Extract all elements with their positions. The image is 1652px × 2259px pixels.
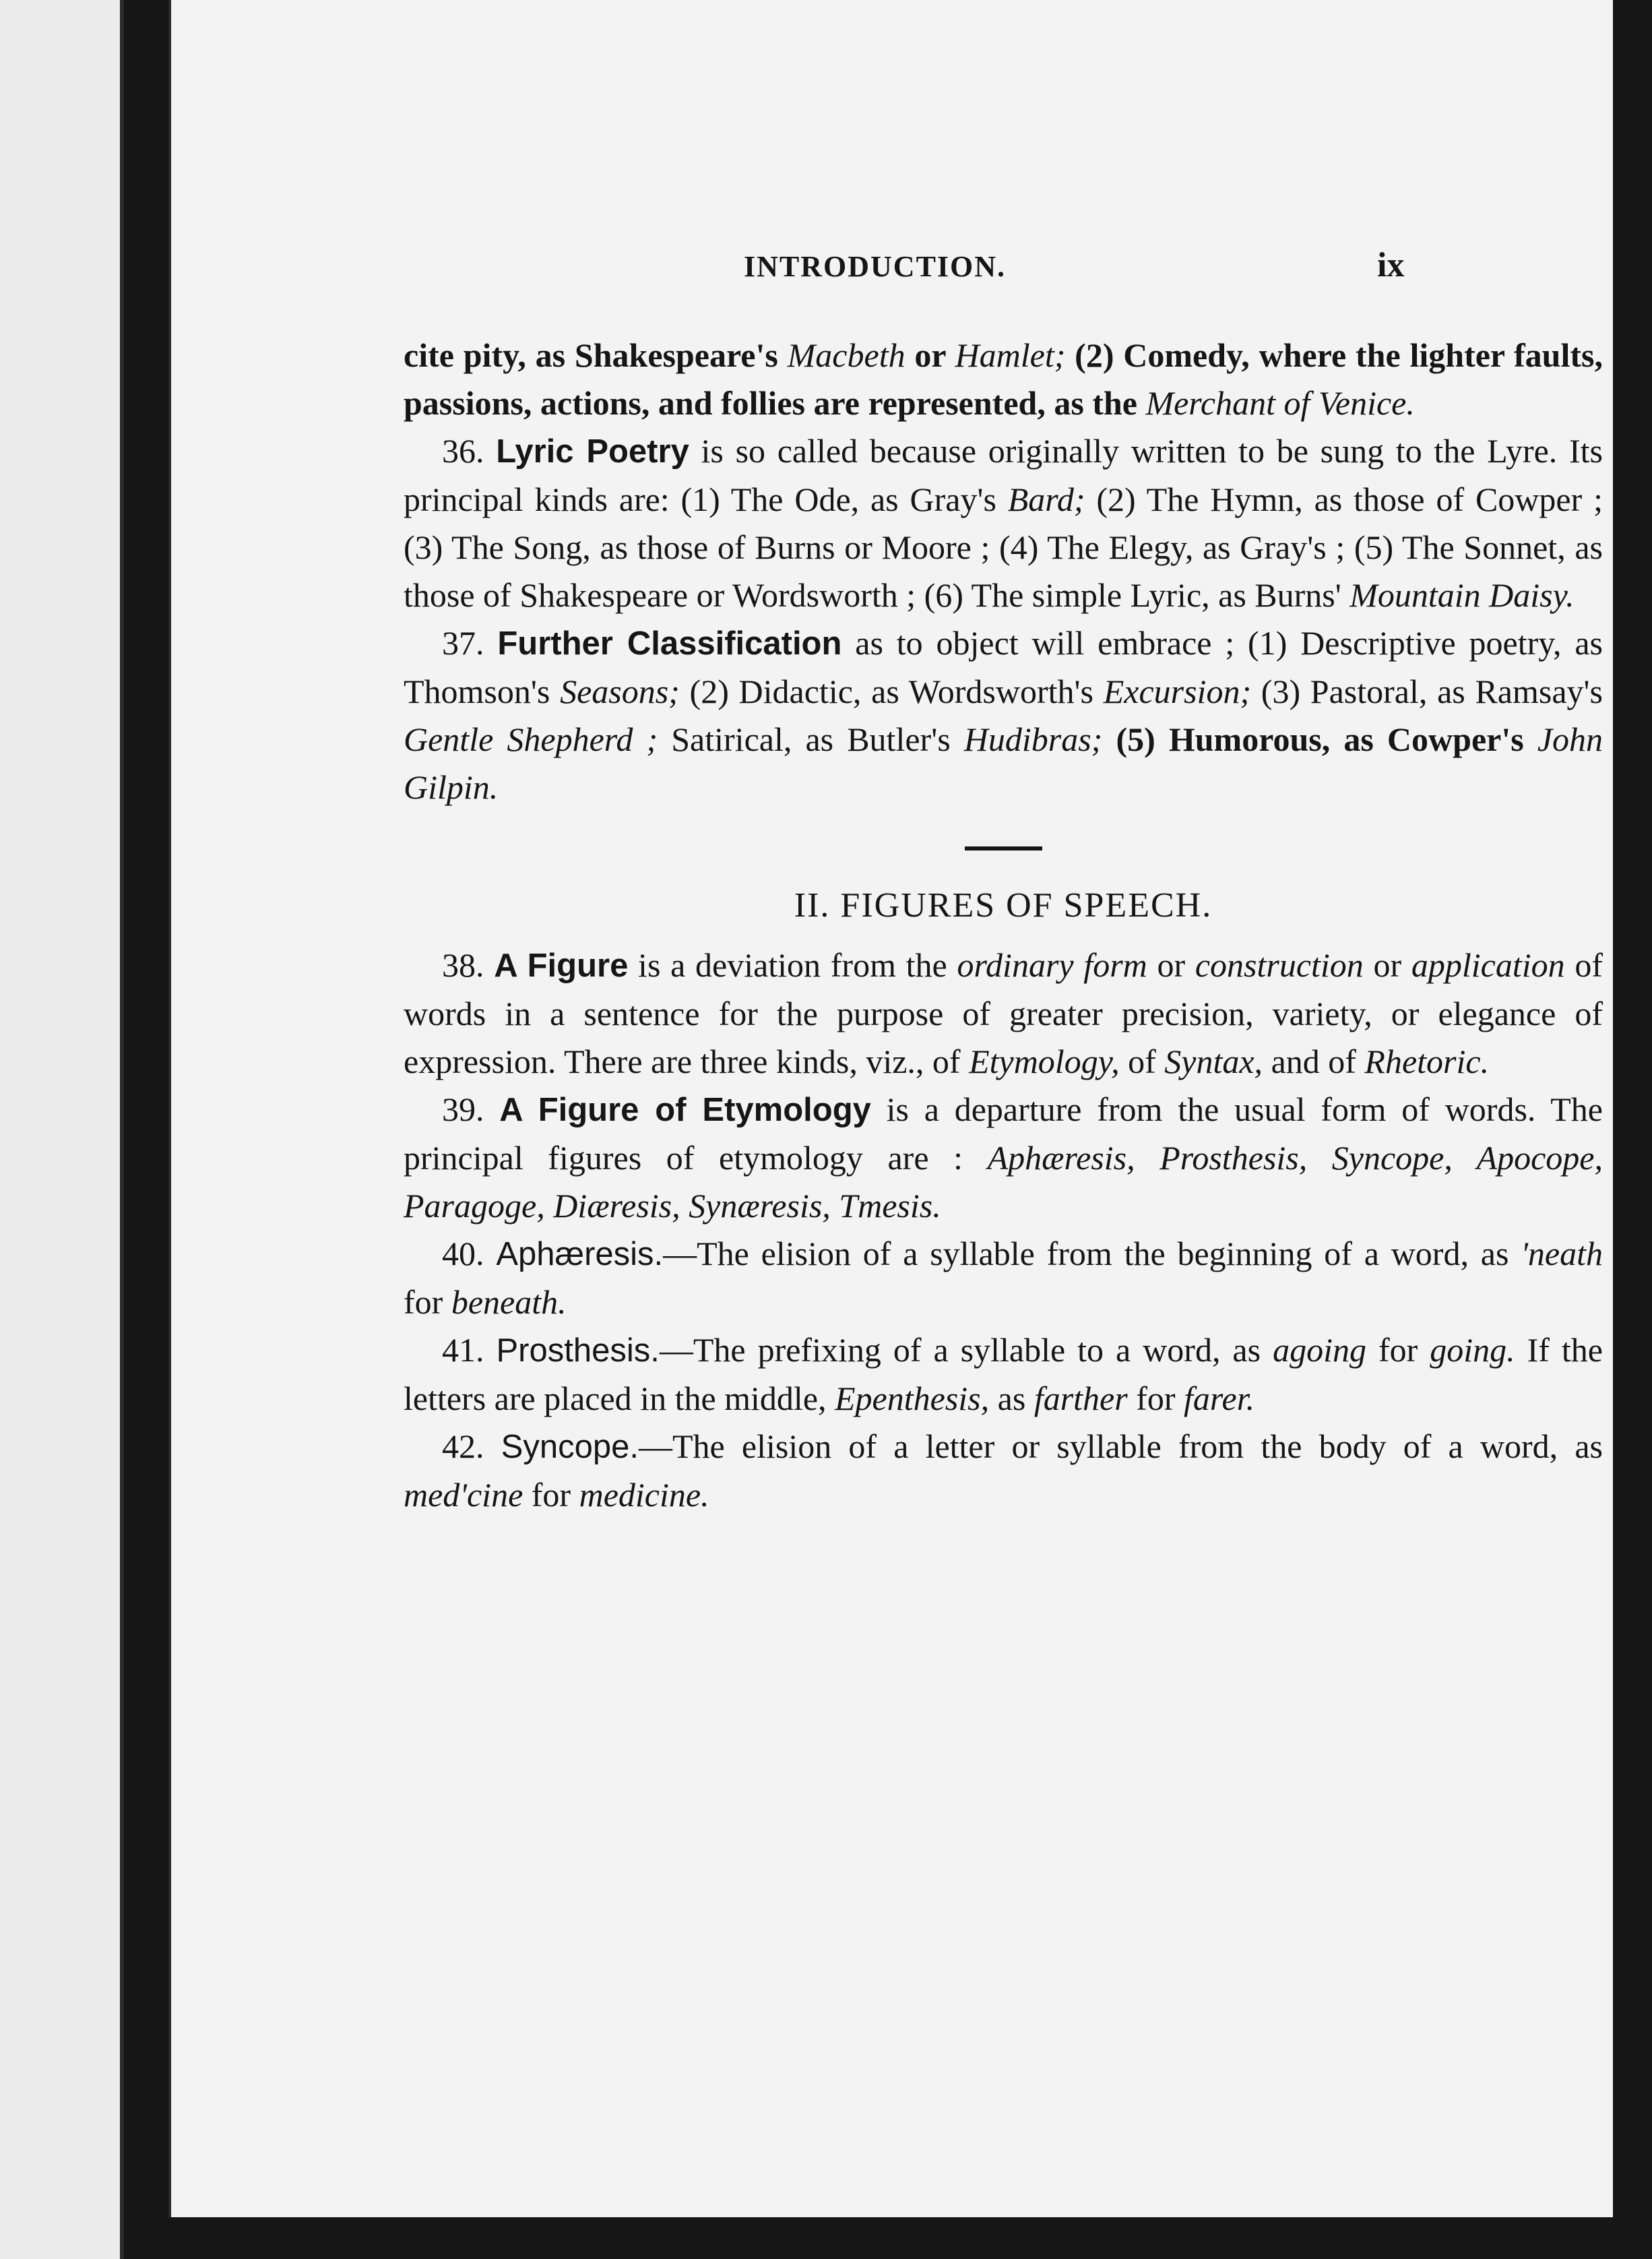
text-run: as xyxy=(989,1380,1034,1417)
work-title: John Gilpin. xyxy=(404,720,1603,806)
running-title: INTRODUCTION. xyxy=(744,250,1007,283)
example-word: 'neath xyxy=(1521,1235,1603,1272)
paragraph-continuation xyxy=(404,332,1603,427)
text-run: is a departure from the usual form of words. The principal figures of etymology are : xyxy=(404,1090,1603,1177)
text-run: (2) Didactic, as Wordsworth's xyxy=(679,673,1104,710)
paragraph-number: 37. xyxy=(442,624,484,662)
paragraph-heading: Lyric Poetry xyxy=(496,433,689,470)
text-run: (3) Pastoral, as Ramsay's xyxy=(1251,673,1603,710)
emphasis: application xyxy=(1411,946,1565,984)
example-word: medicine. xyxy=(579,1476,709,1514)
page-header xyxy=(171,246,1613,297)
text-run: —The elision of a letter or syllable from the body of a word, as xyxy=(638,1427,1603,1465)
work-title: Hamlet; xyxy=(955,336,1066,374)
text-run: —The prefixing of a syllable to a word, as xyxy=(659,1331,1273,1369)
example-word: farer. xyxy=(1184,1380,1255,1417)
work-title: Merchant of Venice. xyxy=(1145,384,1415,422)
paragraph-heading: A Figure xyxy=(494,948,629,984)
body-text xyxy=(404,332,1603,1519)
text-run: for xyxy=(404,1283,451,1321)
text-run: for xyxy=(1127,1380,1184,1417)
section-title: II. FIGURES OF SPEECH. xyxy=(794,886,1213,925)
text-run: (2) Comedy, where the lighter faults, passions, actions, and follies are represented, as the xyxy=(404,336,1603,422)
example-word: going. xyxy=(1430,1331,1515,1369)
example-word: Epenthesis, xyxy=(835,1380,990,1417)
paragraph-heading: Aphæresis. xyxy=(496,1236,664,1272)
work-title: Bard; xyxy=(1007,481,1085,518)
text-run: of xyxy=(1119,1043,1165,1080)
work-title: Macbeth xyxy=(787,336,906,374)
text-run: Satirical, as Butler's xyxy=(658,720,964,758)
text-run: —The elision of a syllable from the beginning of a word, as xyxy=(663,1235,1521,1272)
example-word: med'cine xyxy=(404,1476,523,1514)
example-word: farther xyxy=(1034,1380,1128,1417)
emphasis: ordinary form xyxy=(957,946,1147,984)
emphasis: Rhetoric. xyxy=(1364,1043,1490,1080)
paragraph-42 xyxy=(404,1423,1603,1519)
example-word: beneath. xyxy=(451,1283,567,1321)
paragraph-number: 41. xyxy=(442,1331,484,1369)
text-run: for xyxy=(523,1476,579,1514)
paragraph-heading: Syncope. xyxy=(501,1429,639,1465)
paragraph-41 xyxy=(404,1326,1603,1423)
text-run: cite pity, as Shakespeare's xyxy=(404,336,788,374)
text-run: (5) Humorous, as Cowper's xyxy=(1102,720,1537,758)
emphasis: Etymology, xyxy=(969,1043,1120,1080)
paragraph-heading: Further Classification xyxy=(497,625,842,662)
paragraph-number: 39. xyxy=(442,1090,484,1128)
work-title: Excursion; xyxy=(1103,673,1252,710)
paragraph-39 xyxy=(404,1086,1603,1230)
text-run: or xyxy=(1147,946,1195,984)
text-run: for xyxy=(1366,1331,1430,1369)
work-title: Mountain Daisy. xyxy=(1349,576,1575,614)
text-run: or xyxy=(905,336,955,374)
paragraph-heading: A Figure of Etymology xyxy=(499,1092,871,1128)
section-divider xyxy=(965,846,1042,850)
example-word: agoing xyxy=(1273,1331,1366,1369)
book-page xyxy=(168,0,1613,2217)
left-page-edge xyxy=(0,0,124,2259)
paragraph-38 xyxy=(404,941,1603,1086)
paragraph-number: 40. xyxy=(442,1235,484,1272)
paragraph-number: 36. xyxy=(442,432,484,470)
page-number: ix xyxy=(1377,246,1405,284)
work-title: Seasons; xyxy=(560,673,680,710)
work-title: Gentle Shepherd ; xyxy=(404,720,658,758)
emphasis: construction xyxy=(1195,946,1364,984)
paragraph-heading: Prosthesis. xyxy=(496,1332,660,1369)
text-run: is so called because originally written to be sung to the Lyre. Its principal kinds are: (1) The Ode, as Gray's xyxy=(404,432,1603,518)
text-run: (2) The Hymn, as those of Cowper ; (3) The Song, as those of Burns or Moore ; (4) The Elegy, as Gray's ; (5) The Sonnet, as those of Shakespeare or Wordsworth ; (6) The simple Lyric, as Burns' xyxy=(404,481,1603,614)
paragraph-number: 38. xyxy=(442,946,484,984)
text-run: or xyxy=(1363,946,1411,984)
figure-list: Aphæresis, Prosthesis, Syncope, Apocope, Paragoge, Diæresis, Synæresis, Tmesis. xyxy=(404,1139,1603,1225)
paragraph-number: 42. xyxy=(442,1427,484,1465)
paragraph-36 xyxy=(404,427,1603,619)
text-run: If the letters are placed in the middle, xyxy=(404,1331,1603,1417)
paragraph-40 xyxy=(404,1230,1603,1326)
text-run: of words in a sentence for the purpose of greater precision, variety, or elegance of expression. There are three kinds, viz., of xyxy=(404,946,1603,1080)
emphasis: Syntax, xyxy=(1164,1043,1263,1080)
text-run: and of xyxy=(1263,1043,1365,1080)
text-run: as to object will embrace ; (1) Descriptive poetry, as Thomson's xyxy=(404,624,1603,710)
paragraph-37 xyxy=(404,619,1603,811)
text-run: is a deviation from the xyxy=(628,946,957,984)
work-title: Hudibras; xyxy=(963,720,1103,758)
